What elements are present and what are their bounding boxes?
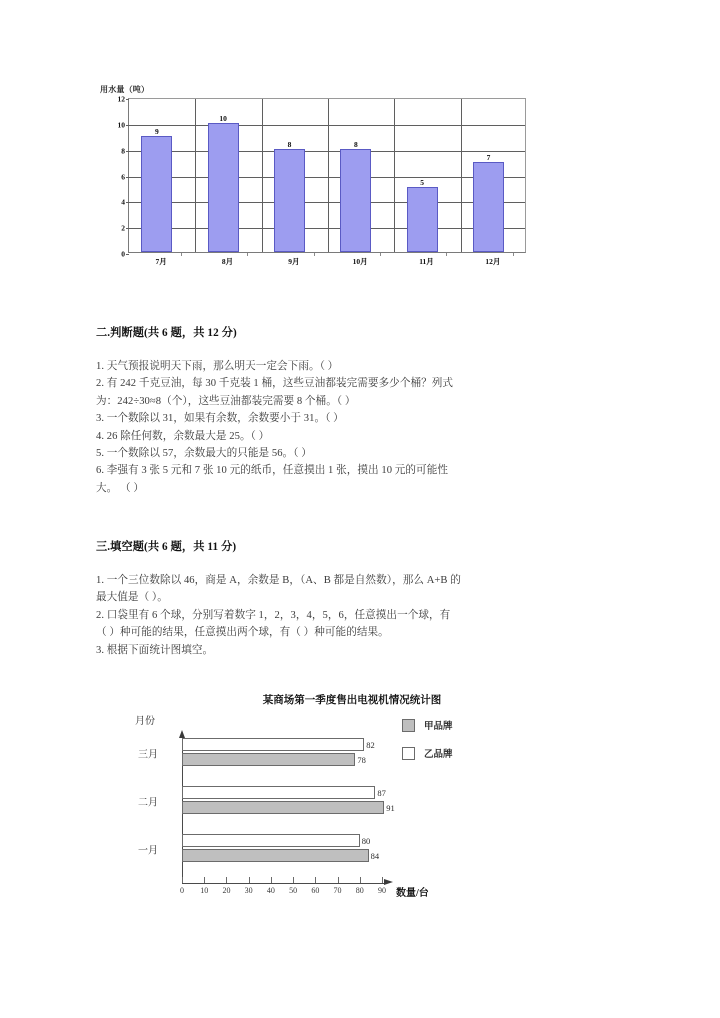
chart2-x-tick-mark <box>271 877 272 883</box>
chart2-y-axis-arrow-icon <box>179 730 185 738</box>
chart2-x-tick-label: 30 <box>244 886 253 895</box>
chart1-y-tick-label: 2 <box>121 223 125 233</box>
chart1-category-separator <box>461 99 462 252</box>
fillblank-line-2: 最大值是（ ）。 <box>96 592 168 604</box>
chart2-bar-value-label: 80 <box>361 835 371 846</box>
chart1-gridline <box>129 125 525 126</box>
chart2-bar-brand-a <box>182 801 395 814</box>
chart2-x-tick-mark <box>360 877 361 883</box>
chart2-x-tick-label: 50 <box>289 886 298 895</box>
chart1-y-tick-label: 8 <box>121 146 125 156</box>
chart1-category-separator <box>328 99 329 252</box>
chart1-bar <box>274 139 305 252</box>
judgement-questions <box>96 358 616 497</box>
chart1-bar-value-label: 5 <box>420 178 425 188</box>
chart2-bar-brand-a <box>182 753 366 766</box>
chart2-bar-brand-a <box>182 849 380 862</box>
water-usage-bar-chart <box>96 84 516 284</box>
chart2-bar-value-label: 87 <box>377 787 386 798</box>
chart1-y-tick-label: 0 <box>121 249 125 259</box>
judgement-line-6: 5. 一个数除以 57，余数最大的只能是 56。（ ） <box>96 448 312 460</box>
chart1-x-tick-label: 8月 <box>221 257 234 266</box>
chart1-x-tick-label: 7月 <box>155 257 167 266</box>
chart1-x-tick-mark <box>247 253 248 256</box>
chart2-x-axis-arrow-icon <box>384 879 393 885</box>
chart1-category-separator <box>195 99 196 252</box>
chart2-x-tick-label: 20 <box>222 886 231 895</box>
chart1-bar-value-label: 7 <box>486 152 491 162</box>
chart1-y-tick-mark <box>126 254 130 255</box>
chart1-x-tick-mark <box>446 253 447 256</box>
judgement-line-1: 1. 天气预报说明天下雨，那么明天一定会下雨。（ ） <box>96 361 339 372</box>
judgement-line-8: 大。 （ ） <box>96 482 144 494</box>
chart1-x-tick-label: 12月 <box>485 257 501 266</box>
judgement-line-4: 3. 一个数除以 31，如果有余数，余数要小于 31。（ ） <box>96 413 344 425</box>
judgement-line-7: 6. 李强有 3 张 5 元和 7 张 10 元的纸币，任意摸出 1 张，摸出 10 元的可能性 <box>96 465 448 477</box>
chart2-x-tick-label: 0 <box>180 886 184 895</box>
chart1-gridline <box>129 151 525 152</box>
chart2-x-tick-mark <box>182 877 183 883</box>
chart1-x-tick-mark <box>513 253 514 256</box>
chart2-bar-value-label: 78 <box>357 754 366 765</box>
chart2-bar-brand-b <box>182 834 371 847</box>
chart2-x-tick-mark <box>249 877 250 883</box>
judgement-line-2: 2. 有 242 千克豆油，每 30 千克装 1 桶，这些豆油都装完需要多少个桶？列式 <box>96 378 454 390</box>
chart1-bar <box>340 139 371 252</box>
judgement-heading: 二.判断题(共 6 题，共 12 分) <box>96 327 237 339</box>
chart2-title: 某商场第一季度售出电视机情况统计图 <box>262 695 442 706</box>
chart2-category-label: 二月 <box>138 797 158 809</box>
chart2-legend-swatch <box>402 747 415 760</box>
judgement-section <box>96 324 616 340</box>
chart1-x-tick-label: 9月 <box>288 257 300 266</box>
chart2-legend-item <box>402 718 453 732</box>
chart1-gridline <box>129 177 525 178</box>
judgement-line-3: 为：242÷30≈8（个），这些豆油都装完需要 8 个桶。（ ） <box>96 395 356 407</box>
chart1-bar-value-label: 8 <box>287 139 292 149</box>
chart1-bar-value-label: 10 <box>219 113 227 123</box>
judgement-line-5: 4. 26 除任何数，余数最大是 25。（ ） <box>96 430 270 442</box>
chart2-category-label: 三月 <box>138 749 158 761</box>
chart1-plot-area <box>117 94 526 259</box>
tv-sales-horizontal-bar-chart <box>130 690 600 915</box>
chart1-gridline <box>129 202 525 203</box>
chart2-legend-item <box>402 746 453 760</box>
fillblank-line-3: 2. 口袋里有 6 个球，分别写着数字 1，2，3，4，5，6，任意摸出一个球，有 <box>96 609 451 621</box>
chart1-bar <box>473 152 504 252</box>
chart2-x-tick-mark <box>226 877 227 883</box>
chart1-y-tick-mark <box>126 125 130 126</box>
chart1-y-tick-mark <box>126 202 130 203</box>
chart1-y-tick-mark <box>126 228 130 229</box>
chart1-x-tick-mark <box>181 253 182 256</box>
chart1-y-tick-label: 12 <box>117 94 125 104</box>
chart2-legend-label: 甲品牌 <box>424 722 453 732</box>
chart2-bar-brand-b <box>182 738 375 751</box>
chart2-bar-brand-b <box>182 786 386 799</box>
chart2-legend-swatch <box>402 719 415 732</box>
chart2-x-axis-line <box>182 883 386 884</box>
chart1-y-tick-label: 6 <box>121 172 125 181</box>
chart2-x-tick-label: 10 <box>200 886 209 895</box>
chart1-x-tick-label: 11月 <box>419 257 434 266</box>
chart2-x-tick-label: 80 <box>355 886 364 895</box>
chart2-x-tick-mark <box>293 877 294 883</box>
chart1-y-tick-mark <box>126 99 130 100</box>
fillblank-section <box>96 538 616 554</box>
chart1-category-separator <box>394 99 395 252</box>
fillblank-questions <box>96 572 616 659</box>
chart1-y-tick-mark <box>126 177 130 178</box>
chart2-bar-value-label: 84 <box>370 850 380 861</box>
chart2-bar-value-label: 82 <box>366 739 375 750</box>
chart1-bar-value-label: 8 <box>353 139 358 149</box>
chart1-x-tick-mark <box>314 253 315 256</box>
chart2-category-label: 一月 <box>138 845 158 857</box>
chart2-x-tick-mark <box>315 877 316 883</box>
chart1-bar <box>407 178 438 252</box>
chart1-y-tick-mark <box>126 151 130 152</box>
chart1-bar-value-label: 9 <box>154 126 159 136</box>
fillblank-line-4: （ ）种可能的结果，任意摸出两个球，有（ ）种可能的结果。 <box>96 627 389 639</box>
chart1-gridline <box>129 228 525 229</box>
chart2-x-tick-label: 40 <box>266 886 275 895</box>
fillblank-line-1: 1. 一个三位数除以 46，商是 A，余数是 B，（A、B 都是自然数），那么 A+B 的 <box>96 575 461 586</box>
chart1-bar <box>208 113 239 252</box>
chart2-x-tick-mark <box>204 877 205 883</box>
chart1-x-tick-label: 10月 <box>352 257 368 266</box>
chart2-y-axis-title: 月份 <box>135 716 155 727</box>
chart2-legend-label: 乙品牌 <box>424 750 453 760</box>
chart1-y-tick-label: 4 <box>121 197 125 207</box>
chart1-y-axis-title: 用水量（吨） <box>100 85 150 94</box>
chart2-x-tick-label: 60 <box>311 886 320 895</box>
chart1-y-tick-label: 10 <box>117 120 125 130</box>
chart1-bar <box>141 126 172 252</box>
chart2-bar-value-label: 91 <box>386 802 395 813</box>
chart1-category-separator <box>262 99 263 252</box>
chart2-x-tick-mark <box>382 877 383 883</box>
fillblank-heading: 三.填空题(共 6 题，共 11 分) <box>96 541 237 553</box>
fillblank-line-5: 3. 根据下面统计图填空。 <box>96 644 214 656</box>
chart1-x-tick-mark <box>380 253 381 256</box>
chart2-x-tick-label: 70 <box>333 886 342 895</box>
chart2-x-tick-label: 90 <box>378 886 386 895</box>
chart2-x-axis-title: 数量/台 <box>396 888 429 899</box>
chart2-x-tick-mark <box>338 877 339 883</box>
